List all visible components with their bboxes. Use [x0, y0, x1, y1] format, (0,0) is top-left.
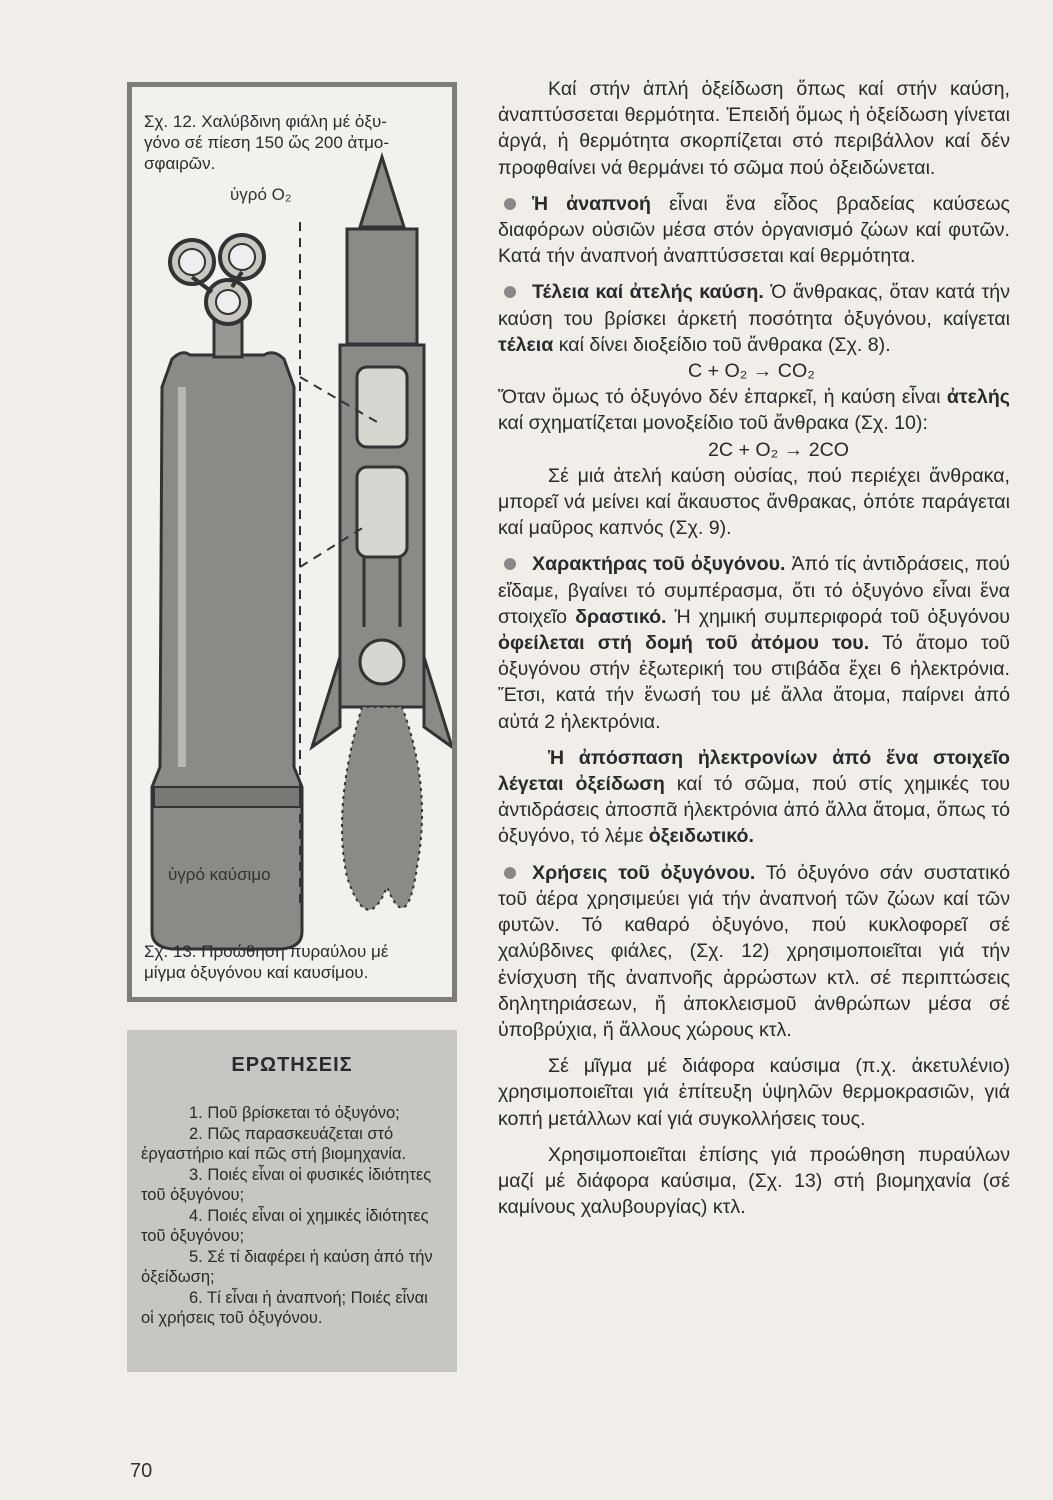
bullet-icon — [504, 286, 516, 298]
question-item: 2. Πῶς παρασκευάζεται στό ἐργαστήριο καί πῶς στή βιομηχανία. — [141, 1125, 407, 1163]
label-liquid-fuel: ὑγρό καύσιμο — [168, 865, 271, 884]
section-heading: Τέλεια καί ἀτελής καύση. — [532, 281, 764, 304]
figure-13-caption — [144, 941, 444, 983]
label-liquid-oxygen: ὑγρό O₂ — [230, 185, 292, 204]
questions-title: ΕΡΩΤΗΣΕΙΣ — [231, 1054, 353, 1076]
term-oxidizing: ὀξειδωτικό. — [648, 825, 754, 848]
figure-13-caption-line: μίγμα ὀξυγόνου καί καυσίμου. — [144, 963, 369, 982]
section-heading: Χρήσεις τοῦ ὀξυγόνου. — [532, 861, 756, 884]
section-heading: Χαρακτήρας τοῦ ὀξυγόνου. — [532, 553, 786, 576]
figure-13-caption-line: Σχ. 13. Προώθηση πυραύλου μέ — [144, 942, 389, 961]
main-text-column — [498, 76, 1010, 1230]
paragraph-black-smoke: Σέ μιά ἀτελή καύση οὐσίας, πού περιέχει ἄνθρακα, μπορεῖ νά μείνει καί ἄκαυστος ἄνθρακας, ὁπότε παράγεται καί μαῦρος καπνός (Σχ. 9). — [498, 464, 1010, 540]
paragraph-text: Ὅταν ὅμως τό ὀξυγόνο δέν ἐπαρκεῖ, ἡ καύση εἶναι — [498, 386, 947, 409]
question-item: 3. Ποιές εἶναι οἱ φυσικές ἰδιότητες τοῦ ὀξυγόνου; — [141, 1166, 432, 1204]
paragraph-oxidation-definition — [498, 745, 1010, 850]
paragraph-welding: Σέ μῖγμα μέ διάφορα καύσιμα (π.χ. ἀκετυλένιο) χρησιμοποιεῖται γιά ἐπίτευξη ὑψηλῶν θερμοκρασιῶν, γιά κοπή μετάλλων καί γιά συγκολλήσεις τους. — [498, 1055, 1010, 1130]
question-item: 4. Ποιές εἶναι οἱ χημικές ἰδιότητες τοῦ ὀξυγόνου; — [141, 1207, 429, 1245]
bullet-icon — [504, 867, 516, 879]
questions-box — [127, 1030, 457, 1372]
bullet-icon — [504, 558, 516, 570]
paragraph-text: Ἀπό τίς ἀντιδράσεις, πού εἴδαμε, βγαίνει τό συμπέρασμα, ὅτι τό ὀξυγόνο εἶναι ἕνα στοιχεῖο — [498, 553, 1010, 628]
bullet-icon — [504, 198, 516, 210]
term-respiration: Ἡ ἀναπνοή — [532, 192, 651, 215]
paragraph-text: Ὁ ἄνθρακας, ὅταν κατά τήν καύση του βρίσκει ἀρκετή ποσότητα ὀξυγόνου, καίγεται — [498, 281, 1010, 330]
question-item: 6. Τί εἶναι ἡ ἀναπνοή; Ποιές εἶναι οἱ χρήσεις τοῦ ὀξυγόνου. — [141, 1289, 428, 1327]
question-item: 1. Ποῦ βρίσκεται τό ὀξυγόνο; — [189, 1104, 400, 1122]
paragraph-incomplete — [498, 384, 1010, 436]
term-incomplete: ἀτελής — [946, 386, 1010, 409]
paragraph-complete-incomplete-combustion — [498, 279, 1010, 358]
term-complete: τέλεια — [498, 333, 554, 356]
paragraph-oxidation-heat: Καί στήν ἁπλή ὀξείδωση ὅπως καί στήν καύση, ἀναπτύσσεται θερμότητα. Ἐπειδή ὅμως ἡ ὀξείδωση γίνεται ἀργά, ἡ θερμότητα σκορπίζεται στό περιβάλλον καί δέν προφθαίνει νά θερμάνει τό σῶμα πού ὀξειδώνεται. — [498, 78, 1010, 179]
rocket-icon — [312, 157, 452, 910]
paragraph-text: εἶναι ἕνα εἶδος βραδείας καύσεως διαφόρων οὐσιῶν μέσα στόν ὀργανισμό ζώων καί φυτῶν. Κατά τήν ἀναπνοή ἀναπτύσσεται καί θερμότητα. — [498, 192, 1010, 268]
paragraph-text: Ἡ χημική συμπεριφορά τοῦ ὀξυγόνου — [666, 605, 1010, 628]
paragraph-text: Τό ὀξυγόνο σάν συστατικό τοῦ ἀέρα χρησιμεύει γιά τήν ἀναπνοή τῶν ζώων καί τῶν φυτῶν. Τό καθαρό ὀξυγόνο, πού κυκλοφορεῖ σέ χαλύβδινες φιάλες, (Σχ. 12) χρησιμοποιεῖται γιά τήν ἐνίσχυση τῆς ἀναπνοῆς ἀρρώστων κτλ. σέ περιπτώσεις δηλητηριάσεων, ἤ ἀποκλεισμοῦ ἀνθρώπων μέσα σέ ὑποβρύχια, ἤ ἄλλους χώρους κτλ. — [498, 861, 1010, 1041]
figure-12-caption — [144, 111, 444, 174]
definition-oxidation: Ἡ ἀπόσπαση ἠλεκτρονίων ἀπό ἕνα στοιχεῖο λέγεται ὀξείδωση — [498, 746, 1010, 796]
paragraph-oxygen-uses — [498, 860, 1010, 1043]
paragraph-rockets: Χρησιμοποιεῖται ἐπίσης γιά προώθηση πυραύλων μαζί μέ διάφορα καύσιμα, (Σχ. 13) στή βιομηχανία (σέ καμίνους χαλυβουργίας) κτλ. — [498, 1143, 1010, 1219]
figure-box — [127, 82, 457, 1002]
paragraph-text: καί σχηματίζεται μονοξείδιο τοῦ ἄνθρακα (Σχ. 10): — [498, 412, 928, 435]
page-number: 70 — [130, 1460, 153, 1482]
paragraph-text: Τό ἄτομο τοῦ ὀξυγόνου στήν ἐξωτερική του στιβάδα ἔχει 6 ἠλεκτρόνια. Ἔτσι, κατά τήν ἕνωσή του μέ ἄλλα ἄτομα, παίρνει ἀπό αὐτά 2 ἠλεκτρόνια. — [498, 632, 1011, 733]
question-item: 5. Σέ τί διαφέρει ἡ καύση ἀπό τήν ὀξείδωση; — [141, 1248, 433, 1286]
equation-co: 2C + O₂ → 2CO — [708, 438, 849, 461]
equation-co2: C + O₂ → CO₂ — [688, 360, 815, 383]
figure-12-caption-line: γόνο σέ πίεση 150 ὥς 200 ἀτμο- — [144, 133, 389, 152]
figure-12-caption-line: Σχ. 12. Χαλύβδινη φιάλη μέ ὀξυ- — [144, 112, 387, 131]
term-atomic-structure: ὀφείλεται στή δομή τοῦ ἀτόμου του. — [498, 632, 870, 655]
term-reactive: δραστικό. — [575, 605, 667, 628]
steel-cylinder-icon — [152, 235, 302, 949]
paragraph-oxygen-character — [498, 551, 1010, 734]
paragraph-text: καί τό σῶμα, πού στίς χημικές του ἀντιδράσεις ἀποσπᾶ ἠλεκτρόνια ἀπό ἄλλα ἄτομα, ὅπως τό ὀξυγόνο, τό λέμε — [498, 773, 1010, 848]
illustration-oxygen-cylinder-and-rocket — [132, 87, 452, 997]
figure-12-caption-line: σφαιρῶν. — [144, 154, 216, 173]
paragraph-text: καί δίνει διοξείδιο τοῦ ἄνθρακα (Σχ. 8). — [553, 333, 891, 356]
paragraph-respiration — [498, 191, 1010, 270]
